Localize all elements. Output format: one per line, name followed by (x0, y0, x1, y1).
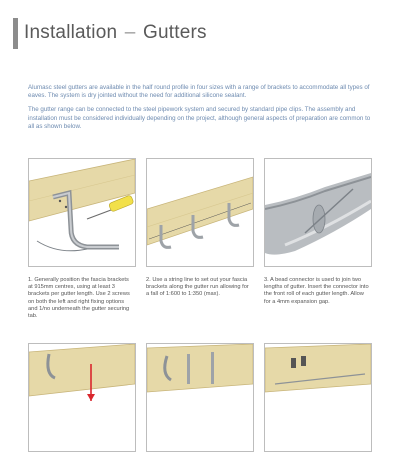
title-main: Installation (24, 22, 118, 43)
step-2-caption: 2. Use a string line to set out your fascia brackets along the gutter run allowing for a fall of 1:600 to 1:350 (max). (146, 277, 249, 298)
intro-paragraph-1: Alumasc steel gutters are available in the half round profile in four sizes with a range of brackets to accommodate all types of eaves. The system is dry jointed without the need for additional silicone sealant. (28, 84, 370, 100)
step-2-illustration (146, 158, 254, 267)
title-separator: – (124, 22, 136, 43)
title-accent-bar (13, 18, 18, 49)
step-1-caption: 1. Generally position the fascia brackets at 915mm centres, using at least 3 brackets per gutter length. Use 2 screws on both the left and right fixing options and 1/no underneath the gutter securing tab. (28, 277, 130, 320)
title-sub: Gutters (143, 22, 207, 43)
step-3-caption: 3. A bead connector is used to join two lengths of gutter. Insert the connector into the front roll of each gutter length. Allow for a 4mm expansion gap. (264, 277, 369, 305)
step-6-illustration (264, 343, 372, 452)
step-4-illustration (28, 343, 136, 452)
step-3-illustration (264, 158, 372, 267)
intro-text (28, 84, 376, 137)
intro-paragraph-2: The gutter range can be connected to the steel pipework system and secured by standard pipe clips. The assembly and installation must be considered individually depending on the project, although general aspects of preparation are common to all as shown below. (28, 106, 371, 130)
page-title (24, 22, 207, 44)
step-5-illustration (146, 343, 254, 452)
step-1-illustration (28, 158, 136, 267)
